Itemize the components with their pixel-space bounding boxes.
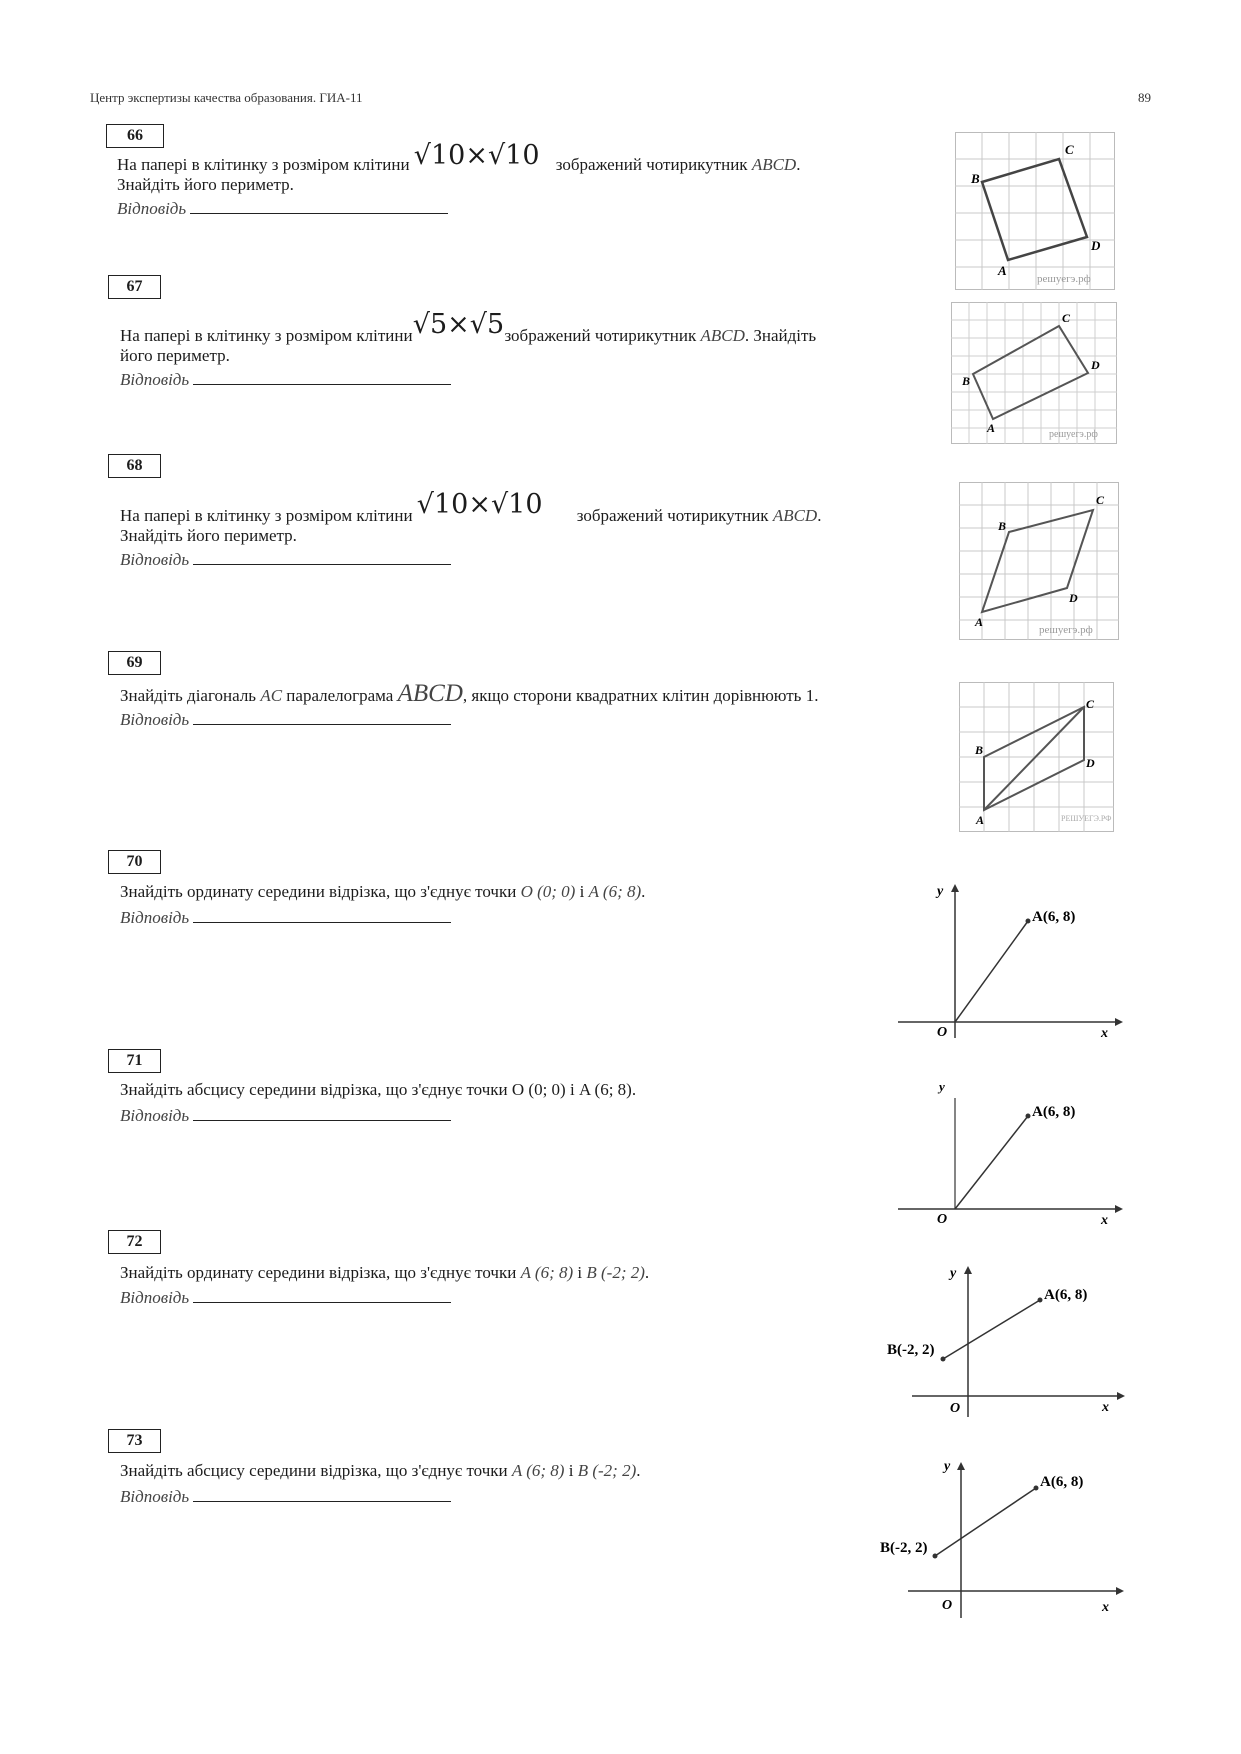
point-b-label: B(-2, 2): [887, 1342, 935, 1358]
label-c: C: [1086, 697, 1095, 711]
label-d: D: [1091, 238, 1101, 253]
origin-label: O: [937, 1212, 948, 1227]
label-d: D: [1091, 358, 1100, 372]
task-number: 66: [106, 124, 164, 148]
label-b: B: [962, 374, 971, 388]
label-b: B: [998, 519, 1007, 533]
answer-field[interactable]: [193, 1104, 451, 1121]
y-axis-label: y: [937, 884, 944, 899]
grid-figure-66: [955, 132, 1115, 290]
answer-row: Відповідь: [120, 906, 451, 929]
label-a: A: [998, 263, 1007, 278]
cell-size-expression: √5×√5: [412, 309, 505, 340]
origin-label: O: [942, 1598, 953, 1613]
x-axis-label: x: [1101, 1213, 1108, 1228]
task-text-line1: На папері в клітинку з розміром клітини √5×√5 зображений чотирикутник ABCD. Знайдіть: [120, 309, 817, 345]
label-c: C: [1065, 142, 1074, 157]
answer-field[interactable]: [193, 548, 451, 565]
task-text-line1: Знайдіть діагональ AC паралелограма ABCD, якщо сторони квадратних клітин дорівнюють 1.: [120, 680, 819, 707]
label-a: A: [975, 615, 984, 629]
x-axis-label: x: [1101, 1026, 1108, 1040]
answer-field[interactable]: [193, 1286, 451, 1303]
task-text-line1: Знайдіть ординату середини відрізка, що з'єднує точки A (6; 8) і B (-2; 2).: [120, 1263, 650, 1282]
label-b: B: [971, 171, 980, 186]
label-c: C: [1096, 493, 1105, 507]
task-text-line1: На папері в клітинку з розміром клітини √10×√10 зображений чотирикутник ABCD.: [117, 140, 801, 174]
grid-figure-68: [959, 482, 1119, 640]
answer-row: Відповідь: [120, 1286, 451, 1309]
label-d: D: [1086, 756, 1095, 770]
label-c: C: [1062, 311, 1071, 325]
task-number: 67: [108, 275, 161, 299]
x-axis-label: x: [1102, 1400, 1109, 1415]
task-number: 73: [108, 1429, 161, 1453]
task-text-line1: Знайдіть ординату середини відрізка, що з'єднує точки O (0; 0) і A (6; 8).: [120, 882, 646, 901]
graph-72: [880, 1262, 1125, 1422]
label-d: D: [1069, 591, 1078, 605]
task-number: 72: [108, 1230, 161, 1254]
answer-field[interactable]: [193, 906, 451, 923]
answer-row: Відповідь: [120, 1104, 451, 1127]
answer-field[interactable]: [193, 708, 451, 725]
watermark: решуегэ.рф: [1049, 429, 1098, 440]
task-text-line2: Знайдіть його периметр.: [117, 175, 294, 194]
watermark: РЕШУЕГЭ.РФ: [1061, 814, 1112, 823]
origin-label: O: [950, 1401, 961, 1416]
point-a-label: A(6, 8): [1044, 1287, 1088, 1303]
answer-field[interactable]: [193, 1485, 451, 1502]
point-b-label: B(-2, 2): [880, 1540, 928, 1556]
origin-label: O: [937, 1025, 948, 1040]
y-axis-label: y: [939, 1079, 945, 1094]
cell-size-expression: √10×√10: [416, 489, 543, 520]
graph-73: [874, 1454, 1124, 1622]
answer-row: Відповідь: [120, 1485, 451, 1508]
task-text-line1: На папері в клітинку з розміром клітини √10×√10 зображений чотирикутник ABCD.: [120, 489, 822, 525]
answer-field[interactable]: [190, 197, 448, 214]
y-axis-label: y: [944, 1459, 951, 1474]
task-number: 68: [108, 454, 161, 478]
graph-70: [893, 880, 1123, 1040]
watermark: решуегэ.рф: [1039, 624, 1093, 636]
y-axis-label: y: [950, 1266, 957, 1281]
task-number: 70: [108, 850, 161, 874]
answer-row: Відповідь: [117, 197, 448, 220]
label-b: B: [975, 743, 984, 757]
task-number: 71: [108, 1049, 161, 1073]
task-text-line2: його периметр.: [120, 346, 230, 365]
answer-row: Відповідь: [120, 708, 451, 731]
answer-row: Відповідь: [120, 548, 451, 571]
task-text-line2: Знайдіть його периметр.: [120, 526, 297, 545]
point-a-label: A(6, 8): [1032, 1104, 1076, 1120]
task-text-line1: Знайдіть абсцису середини відрізка, що з'єднує точки A (6; 8) і B (-2; 2).: [120, 1461, 641, 1480]
point-a-label: A(6, 8): [1032, 909, 1076, 925]
header-title: Центр экспертизы качества образования. ГИА-11: [90, 90, 363, 105]
task-number: 69: [108, 651, 161, 675]
answer-field[interactable]: [193, 368, 451, 385]
x-axis-label: x: [1102, 1600, 1109, 1615]
grid-figure-67: [951, 302, 1117, 444]
task-text-line1: Знайдіть абсцису середини відрізка, що з'єднує точки O (0; 0) і A (6; 8).: [120, 1080, 637, 1099]
watermark: решуегэ.рф: [1037, 273, 1091, 285]
label-a: A: [987, 421, 996, 435]
page-number: 89: [1138, 90, 1151, 105]
point-a-label: A(6, 8): [1040, 1474, 1084, 1490]
grid-figure-69: [959, 682, 1114, 832]
cell-size-expression: √10×√10: [413, 140, 540, 171]
graph-71: [893, 1078, 1123, 1228]
answer-row: Відповідь: [120, 368, 451, 391]
label-a: A: [976, 813, 985, 827]
